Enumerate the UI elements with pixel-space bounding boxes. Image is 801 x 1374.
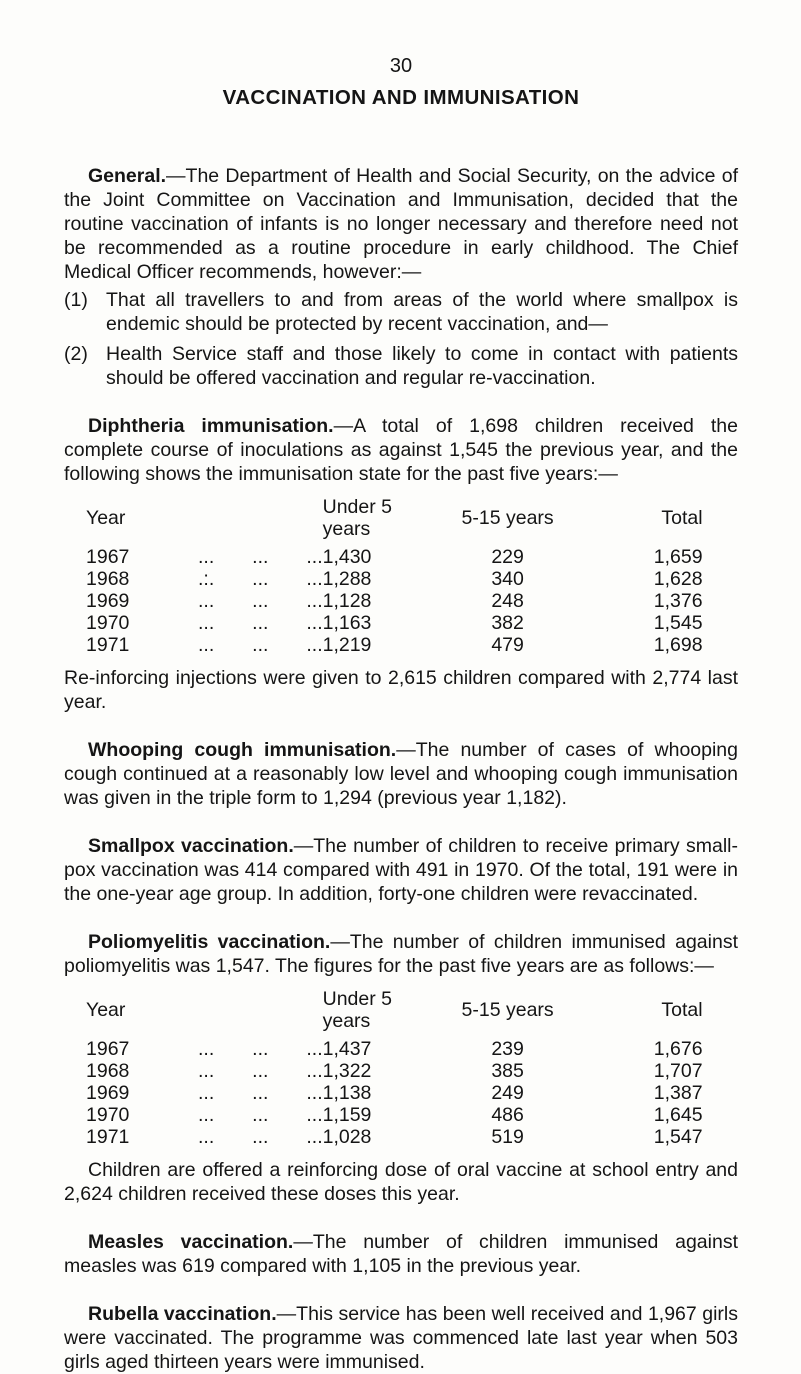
list-item [64,288,738,336]
cell-under5: 1,028 [322,1126,372,1148]
document-page [64,54,738,1374]
cell-total: 1,547 [653,1126,703,1148]
cell-5-15: 479 [491,634,524,656]
table-row [86,1126,703,1148]
table-row [86,1038,703,1060]
cell-total: 1,387 [653,1082,703,1104]
polio-table [86,988,703,1148]
cell-year: 1967 [86,1038,130,1060]
cell-under5: 1,430 [322,546,372,568]
cell-5-15: 229 [491,546,524,568]
cell-under5: 1,128 [322,590,372,612]
page-number: 30 [389,55,413,77]
list-item-text: Health Service staff and those likely to come in contact with patients should be offered vaccination and regular re-vaccination. [106,343,738,389]
cell-total: 1,698 [653,634,703,656]
measles-paragraph [64,1230,738,1278]
measles-text: —The number of children immunised against measles was 619 compared with 1,105 in the previous year. [64,1231,738,1277]
general-text: —The Department of Health and Social Security, on the advice of the Joint Committee on Vaccination and Immunisation, decided that the routine vaccination of infants is no longer necessary and therefore need not be recommended as a routine procedure in early childhood. The Chief Medical Officer recommends, however:— [64,165,738,283]
column-header-total: Total [661,999,703,1021]
whooping-text: —The number of cases of whooping cough continued at a reasonably low level and whooping cough immunisation was given in the triple form to 1,294 (previous year 1,182). [64,739,739,809]
cell-under5: 1,163 [322,612,372,634]
column-header-year: Year [86,999,126,1021]
whooping-paragraph [64,738,738,810]
cell-year: 1969 [86,1082,130,1104]
polio-after-text: Children are offered a reinforcing dose of oral vaccine at school entry and 2,624 children received these doses this year. [64,1159,738,1205]
cell-total: 1,707 [653,1060,703,1082]
cell-year: 1968 [86,1060,130,1082]
list-item-number: (2) [64,343,88,365]
cell-leader: ... ... ... [198,634,323,656]
table-row [86,546,703,568]
polio-paragraph [64,930,738,978]
list-item [64,342,738,390]
smallpox-paragraph [64,834,738,906]
cell-leader: ... ... ... [198,1126,323,1148]
cell-5-15: 248 [491,590,524,612]
page-title: VACCINATION AND IMMUNISATION [222,86,580,109]
rubella-heading: Rubella vaccination. [88,1303,277,1325]
cell-leader: ... ... ... [198,590,323,612]
table-row [86,1082,703,1104]
cell-under5: 1,159 [322,1104,372,1126]
polio-text: —The number of children immunised against poliomyelitis was 1,547. The figures for the past five years are as follows:— [64,931,738,977]
cell-under5: 1,322 [322,1060,372,1082]
diphtheria-heading: Diphtheria immunisation. [88,415,334,437]
column-header-total: Total [661,507,703,529]
cell-under5: 1,288 [322,568,372,590]
diphtheria-text: —A total of 1,698 children received the complete course of inoculations as against 1,545 the previous year, and the following shows the immunisation state for the past five years:— [64,415,738,485]
diphtheria-table [86,496,703,656]
table-row [86,568,703,590]
cell-leader: ... ... ... [198,1104,323,1126]
polio-heading: Poliomyelitis vaccination. [88,931,331,953]
cell-5-15: 249 [491,1082,524,1104]
general-heading: General. [88,165,167,187]
cell-total: 1,545 [653,612,703,634]
general-paragraph [64,164,738,284]
cell-total: 1,628 [653,568,703,590]
column-header-5-15: 5-15 years [461,507,554,529]
cell-total: 1,676 [653,1038,703,1060]
column-header-under5: Under 5 years [322,496,392,540]
general-list [64,288,738,390]
rubella-text: —This service has been well received and 1,967 girls were vaccinated. The programme was commenced late last year when 503 girls aged thirteen years were immunised. [64,1303,739,1373]
table-row [86,1060,703,1082]
table-row [86,1104,703,1126]
cell-5-15: 486 [491,1104,524,1126]
column-header-year: Year [86,507,126,529]
cell-year: 1967 [86,546,130,568]
cell-year: 1970 [86,1104,130,1126]
rubella-paragraph [64,1302,738,1374]
smallpox-text: —The number of children to receive primary small-pox vaccination was 414 compared with 491 in 1970. Of the total, 191 were in the one-year age group. In addition, forty-one children were revaccinated. [64,835,738,905]
table-row [86,612,703,634]
diphtheria-after-text: Re-inforcing injections were given to 2,615 children compared with 2,774 last year. [64,667,738,713]
cell-year: 1968 [86,568,130,590]
cell-year: 1970 [86,612,130,634]
cell-total: 1,376 [653,590,703,612]
cell-year: 1971 [86,634,130,656]
table-header-row [86,988,703,1038]
column-header-5-15: 5-15 years [461,999,554,1021]
cell-leader: ... ... ... [198,1082,323,1104]
column-header-under5: Under 5 years [322,988,392,1032]
whooping-heading: Whooping cough immunisation. [88,739,397,761]
cell-year: 1971 [86,1126,130,1148]
measles-heading: Measles vaccination. [88,1231,294,1253]
table-row [86,590,703,612]
cell-under5: 1,219 [322,634,372,656]
table-header-row [86,496,703,546]
cell-total: 1,659 [653,546,703,568]
cell-leader: .:. ... ... [198,568,323,590]
cell-leader: ... ... ... [198,1038,323,1060]
cell-5-15: 385 [491,1060,524,1082]
cell-under5: 1,138 [322,1082,372,1104]
diphtheria-paragraph [64,414,738,486]
smallpox-heading: Smallpox vaccination. [88,835,294,857]
cell-5-15: 239 [491,1038,524,1060]
cell-leader: ... ... ... [198,546,323,568]
cell-year: 1969 [86,590,130,612]
cell-5-15: 340 [491,568,524,590]
cell-under5: 1,437 [322,1038,372,1060]
list-item-number: (1) [64,289,88,311]
cell-total: 1,645 [653,1104,703,1126]
cell-5-15: 519 [491,1126,524,1148]
list-item-text: That all travellers to and from areas of the world where smallpox is endemic should be protected by recent vaccination, and— [106,289,738,335]
cell-leader: ... ... ... [198,612,323,634]
cell-leader: ... ... ... [198,1060,323,1082]
cell-5-15: 382 [491,612,524,634]
table-row [86,634,703,656]
